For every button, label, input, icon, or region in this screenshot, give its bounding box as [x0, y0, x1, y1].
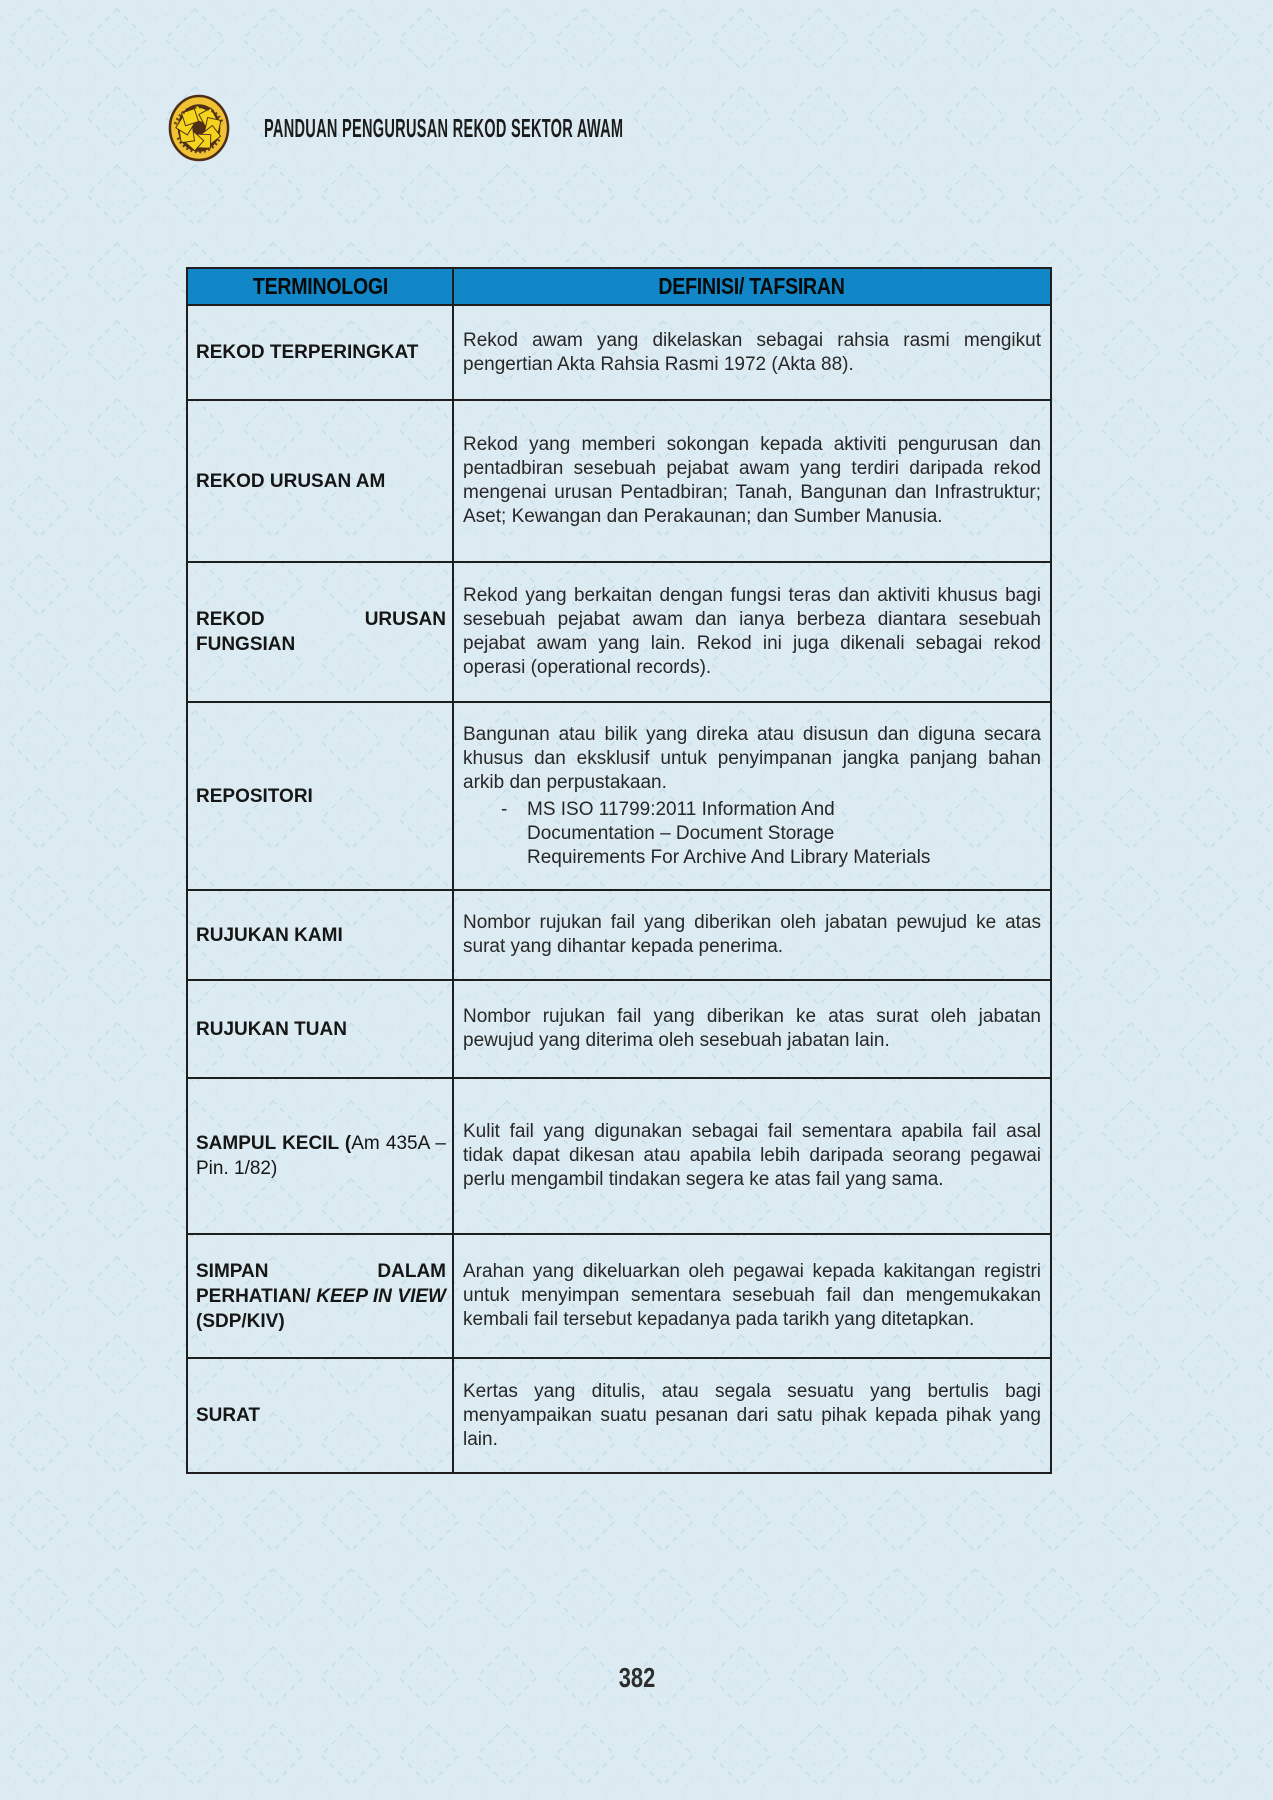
terminology-table [186, 267, 1052, 1474]
definition-text: Bangunan atau bilik yang direka atau disusun dan diguna secara khusus dan eksklusif untuk penyimpanan jangka panjang bahan arkib dan perpustakaan. [463, 723, 1041, 793]
term-label: REKOD URUSAN FUNGSIAN [196, 609, 446, 655]
term-cell [187, 562, 453, 702]
definition-text: Rekod yang berkaitan dengan fungsi teras dan aktiviti khusus bagi sesebuah pejabat awam dan ianya berbeza diantara sesebuah pejabat awam yang lain. Rekod ini juga dikenali sebagai rekod operasi (operational records). [463, 585, 1041, 678]
term-label: RUJUKAN KAMI [196, 924, 343, 946]
term-label: SIMPAN DALAM PERHATIAN/ [196, 1260, 446, 1307]
term-label-english: KEEP IN VIEW [316, 1285, 446, 1307]
list-item-text: MS ISO 11799:2011 Information And Documentation – Document Storage Requirements For Archive And Library Materials [527, 798, 931, 868]
term-label-reference: Am 435A – Pin. 1/82) [196, 1133, 446, 1179]
definition-cell [453, 702, 1051, 890]
arkib-negara-seal-icon [168, 93, 230, 163]
definition-cell [453, 305, 1051, 400]
table-row [187, 890, 1051, 980]
column-header-terminologi: TERMINOLOGI [187, 268, 453, 305]
definition-cell [453, 980, 1051, 1078]
document-title: PANDUAN PENGURUSAN REKOD SEKTOR AWAM [264, 112, 624, 143]
table-row [187, 1078, 1051, 1234]
list-item [501, 798, 1041, 870]
term-label: SAMPUL KECIL ( [196, 1133, 352, 1154]
term-label: RUJUKAN TUAN [196, 1018, 347, 1040]
term-cell [187, 890, 453, 980]
page-header [168, 93, 906, 163]
term-cell [187, 702, 453, 890]
term-cell [187, 1358, 453, 1473]
term-label: REKOD URUSAN AM [196, 470, 386, 492]
definition-text: Kulit fail yang digunakan sebagai fail sementara apabila fail asal tidak dapat dikesan atau apabila lebih daripada seorang pegawai perlu mengambil tindakan segera ke atas fail yang sama. [463, 1121, 1041, 1190]
definition-text: Kertas yang ditulis, atau segala sesuatu yang bertulis bagi menyampaikan suatu pesanan dari satu pihak kepada pihak yang lain. [463, 1380, 1041, 1450]
term-cell [187, 1078, 453, 1234]
column-header-definisi: DEFINISI/ TAFSIRAN [453, 268, 1051, 305]
table-header-row [187, 268, 1051, 305]
table-row [187, 1234, 1051, 1358]
definition-cell [453, 890, 1051, 980]
table-row [187, 702, 1051, 890]
term-label-abbreviation: (SDP/KIV) [196, 1310, 285, 1332]
list-item-marker: - [501, 798, 508, 820]
term-cell [187, 980, 453, 1078]
table-row [187, 400, 1051, 562]
table-row [187, 980, 1051, 1078]
table-row [187, 1358, 1051, 1473]
definition-text: Rekod awam yang dikelaskan sebagai rahsia rasmi mengikut pengertian Akta Rahsia Rasmi 1972 (Akta 88). [463, 329, 1041, 375]
table-row [187, 562, 1051, 702]
term-cell [187, 1234, 453, 1358]
definition-cell [453, 1078, 1051, 1234]
term-label: REPOSITORI [196, 785, 313, 807]
definition-text: Arahan yang dikeluarkan oleh pegawai kepada kakitangan registri untuk menyimpan sementara sesebuah fail dan mengemukakan kembali fail tersebut kepadanya pada tarikh yang ditetapkan. [463, 1261, 1041, 1330]
definition-text: Nombor rujukan fail yang diberikan oleh jabatan pewujud ke atas surat yang dihantar kepada penerima. [463, 912, 1041, 957]
definition-cell [453, 562, 1051, 702]
definition-cell [453, 1234, 1051, 1358]
term-label: SURAT [196, 1405, 261, 1426]
table-row [187, 305, 1051, 400]
definition-cell [453, 1358, 1051, 1473]
term-cell [187, 305, 453, 400]
definition-text: Rekod yang memberi sokongan kepada aktiviti pengurusan dan pentadbiran sesebuah pejabat awam yang terdiri daripada rekod mengenai urusan Pentadbiran; Tanah, Bangunan dan Infrastruktur; Aset; Kewangan dan Perakaunan; dan Sumber Manusia. [463, 434, 1041, 527]
definition-text: Nombor rujukan fail yang diberikan ke atas surat oleh jabatan pewujud yang diterima oleh sesebuah jabatan lain. [463, 1006, 1041, 1051]
term-cell [187, 400, 453, 562]
page-number: 382 [618, 1662, 656, 1693]
definition-cell [453, 400, 1051, 562]
term-label: REKOD TERPERINGKAT [196, 342, 419, 363]
